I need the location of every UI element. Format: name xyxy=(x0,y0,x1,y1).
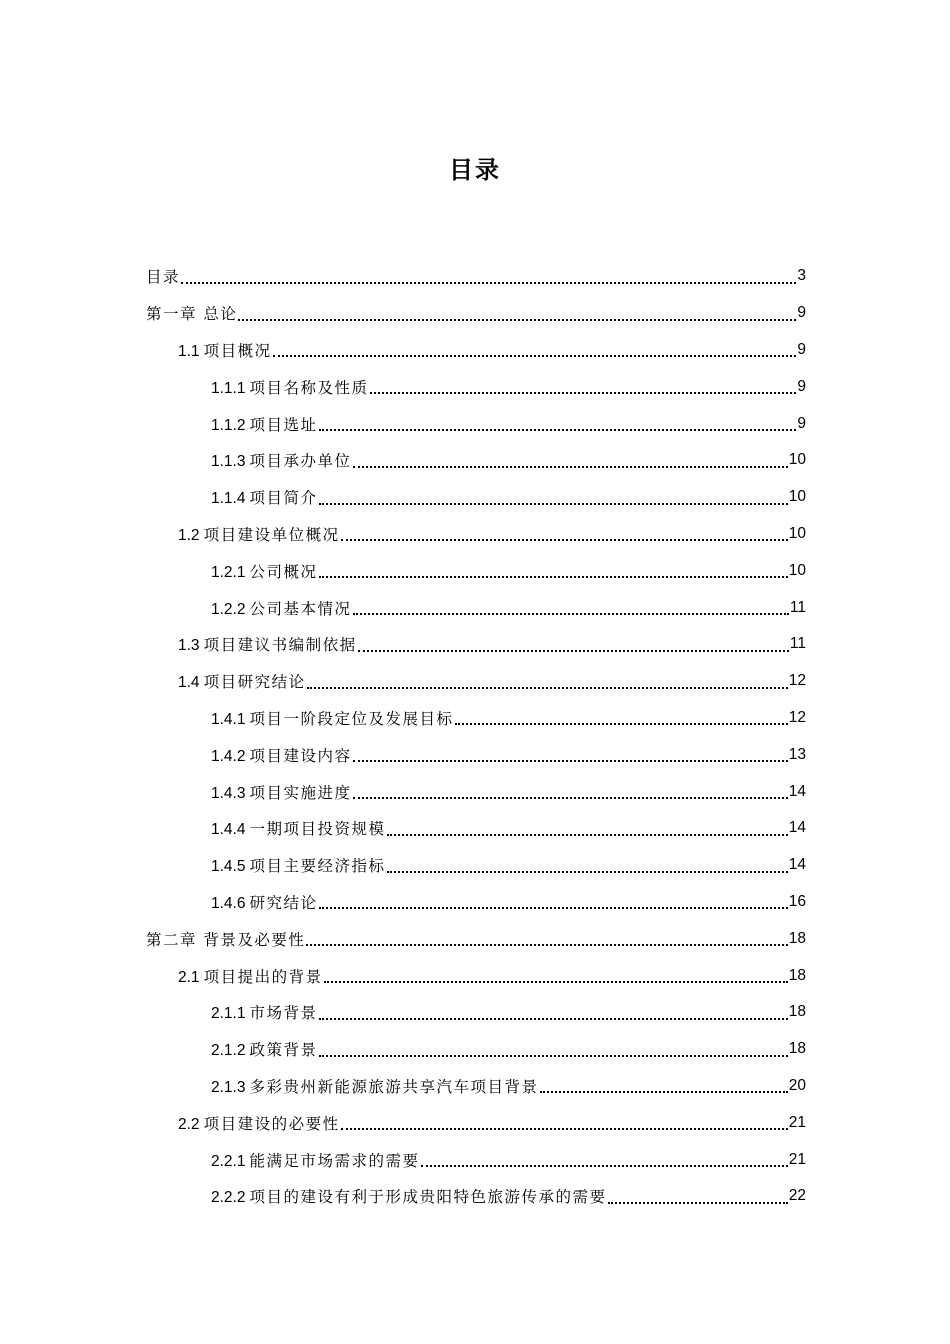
toc-entry-title xyxy=(211,376,369,398)
toc-entry[interactable] xyxy=(146,810,806,847)
toc-entry-label: 第二章 背景及必要性 xyxy=(146,930,306,949)
toc-entry-number: 1.1.1 xyxy=(211,379,246,397)
toc-entry-label: 第一章 总论 xyxy=(146,305,238,324)
toc-entry-title xyxy=(211,1149,420,1171)
toc-entry-title xyxy=(211,1001,318,1023)
toc-entry-label: 项目选址 xyxy=(249,415,318,434)
toc-entry-title xyxy=(211,744,352,766)
toc-entry-title xyxy=(211,449,352,471)
toc-entry-page: 9 xyxy=(797,414,806,432)
toc-entry-title xyxy=(211,560,318,582)
toc-entry-page: 14 xyxy=(788,856,806,874)
toc-entry-number: 1.2.2 xyxy=(211,600,246,618)
toc-entry-page: 22 xyxy=(788,1187,806,1205)
toc-entry-number: 1.4.3 xyxy=(211,784,246,802)
toc-entry-label: 项目研究结论 xyxy=(203,673,306,692)
toc-entry-page: 9 xyxy=(797,304,806,322)
toc-entry-page: 20 xyxy=(788,1076,806,1094)
dot-leader xyxy=(306,943,787,946)
toc-entry-page: 13 xyxy=(788,745,806,763)
dot-leader xyxy=(273,354,797,357)
dot-leader xyxy=(353,612,789,615)
toc-entry-label: 政策背景 xyxy=(249,1041,318,1060)
toc-entry[interactable] xyxy=(146,258,806,295)
toc-entry[interactable] xyxy=(146,405,806,442)
dot-leader xyxy=(387,870,788,873)
toc-entry-label: 研究结论 xyxy=(249,893,318,912)
dot-leader xyxy=(421,1164,788,1167)
toc-entry[interactable] xyxy=(146,589,806,626)
toc-entry-label: 多彩贵州新能源旅游共享汽车项目背景 xyxy=(249,1077,539,1096)
toc-entry-title xyxy=(211,891,318,913)
dot-leader xyxy=(353,465,788,468)
toc-entry-page: 11 xyxy=(789,635,806,653)
dot-leader xyxy=(307,686,788,689)
toc-entry[interactable] xyxy=(146,626,806,663)
toc-entry-page: 10 xyxy=(788,451,806,469)
toc-entry-title xyxy=(211,781,352,803)
toc-entry-number: 1.4.4 xyxy=(211,821,246,839)
toc-entry-title xyxy=(211,1185,607,1207)
toc-entry-number: 1.1.4 xyxy=(211,490,246,508)
toc-entry-number: 1.4.1 xyxy=(211,710,246,728)
toc-entry[interactable] xyxy=(146,368,806,405)
dot-leader xyxy=(319,502,788,505)
toc-entry-label: 项目的建设有利于形成贵阳特色旅游传承的需要 xyxy=(249,1188,607,1207)
toc-entry-page: 18 xyxy=(788,1040,806,1058)
toc-entry-page: 16 xyxy=(788,892,806,910)
toc-entry-page: 21 xyxy=(788,1113,806,1131)
toc-entry-label: 能满足市场需求的需要 xyxy=(249,1151,420,1170)
toc-entry-label: 项目建设的必要性 xyxy=(203,1114,340,1133)
toc-entry-page: 9 xyxy=(797,340,806,358)
dot-leader xyxy=(238,318,796,321)
toc-entry-number: 2.1 xyxy=(178,968,200,986)
toc-entry-page: 18 xyxy=(788,966,806,984)
toc-entry-label: 项目简介 xyxy=(249,489,318,508)
toc-entry-title xyxy=(211,707,454,729)
dot-leader xyxy=(341,538,788,541)
toc-entry-title xyxy=(211,1038,318,1060)
dot-leader xyxy=(358,649,789,652)
toc-entry-page: 14 xyxy=(788,819,806,837)
toc-entry-number: 2.1.1 xyxy=(211,1005,246,1023)
toc-entry-page: 10 xyxy=(788,524,806,542)
toc-entry-number: 2.1.2 xyxy=(211,1042,246,1060)
toc-entry-number: 1.1 xyxy=(178,342,200,360)
toc-entry-title xyxy=(211,413,318,435)
toc-entry-title xyxy=(211,817,386,839)
toc-entry-title xyxy=(146,302,237,324)
toc-entry[interactable] xyxy=(146,332,806,369)
dot-leader xyxy=(370,391,797,394)
toc-entry-title xyxy=(211,854,386,876)
toc-entry-label: 项目建设单位概况 xyxy=(203,525,340,544)
dot-leader xyxy=(319,906,788,909)
toc-entry-number: 2.2.2 xyxy=(211,1189,246,1207)
dot-leader xyxy=(455,722,788,725)
toc-entry-label: 公司概况 xyxy=(249,562,318,581)
toc-entry[interactable] xyxy=(146,295,806,332)
toc-entry-title xyxy=(178,633,357,655)
toc-entry-page: 18 xyxy=(788,1003,806,1021)
dot-leader xyxy=(608,1201,788,1204)
toc-entry-number: 2.1.3 xyxy=(211,1078,246,1096)
toc-entry-number: 1.1.3 xyxy=(211,453,246,471)
toc-entry-label: 公司基本情况 xyxy=(249,599,352,618)
dot-leader xyxy=(387,833,788,836)
toc-entry-number: 2.2.1 xyxy=(211,1152,246,1170)
toc-entry-page: 10 xyxy=(788,488,806,506)
toc-entry-page: 12 xyxy=(788,672,806,690)
dot-leader xyxy=(319,1017,788,1020)
table-of-contents xyxy=(146,258,806,1215)
toc-entry-title xyxy=(146,265,180,287)
toc-entry-number: 1.4.5 xyxy=(211,858,246,876)
dot-leader xyxy=(319,428,797,431)
toc-entry-page: 3 xyxy=(797,267,806,285)
toc-entry-label: 项目概况 xyxy=(203,341,272,360)
page-title: 目录 xyxy=(449,156,501,184)
toc-entry-title xyxy=(146,928,305,950)
toc-entry[interactable] xyxy=(146,1178,806,1215)
toc-entry[interactable] xyxy=(146,442,806,479)
toc-entry[interactable] xyxy=(146,663,806,700)
dot-leader xyxy=(353,759,788,762)
toc-entry-title xyxy=(211,486,318,508)
toc-entry[interactable] xyxy=(146,957,806,994)
toc-entry-label: 市场背景 xyxy=(249,1004,318,1023)
dot-leader xyxy=(353,796,788,799)
toc-entry-label: 项目主要经济指标 xyxy=(249,857,386,876)
dot-leader xyxy=(319,1054,788,1057)
toc-entry[interactable] xyxy=(146,479,806,516)
toc-entry-number: 1.3 xyxy=(178,637,200,655)
toc-entry[interactable] xyxy=(146,773,806,810)
toc-entry-label: 项目名称及性质 xyxy=(249,378,369,397)
dot-leader xyxy=(540,1090,788,1093)
toc-entry-number: 1.1.2 xyxy=(211,416,246,434)
toc-entry-title xyxy=(178,670,306,692)
toc-entry-title xyxy=(178,965,323,987)
toc-entry[interactable] xyxy=(146,1141,806,1178)
toc-entry-label: 项目建设内容 xyxy=(249,746,352,765)
toc-entry-title xyxy=(211,597,352,619)
toc-entry-number: 1.4 xyxy=(178,674,200,692)
dot-leader xyxy=(324,980,788,983)
toc-entry-label: 目录 xyxy=(146,268,181,287)
dot-leader xyxy=(181,281,796,284)
toc-entry-label: 项目实施进度 xyxy=(249,783,352,802)
toc-entry[interactable] xyxy=(146,994,806,1031)
toc-entry-number: 1.4.2 xyxy=(211,747,246,765)
toc-entry-page: 9 xyxy=(797,377,806,395)
toc-entry-page: 21 xyxy=(788,1150,806,1168)
dot-leader xyxy=(341,1127,788,1130)
toc-entry[interactable] xyxy=(146,1068,806,1105)
toc-entry-label: 项目一阶段定位及发展目标 xyxy=(249,709,454,728)
toc-entry[interactable] xyxy=(146,1104,806,1141)
toc-entry-number: 1.4.6 xyxy=(211,894,246,912)
dot-leader xyxy=(319,575,788,578)
toc-entry-number: 1.2 xyxy=(178,526,200,544)
toc-entry-page: 10 xyxy=(788,561,806,579)
toc-entry-label: 一期项目投资规模 xyxy=(249,820,386,839)
toc-entry[interactable] xyxy=(146,516,806,553)
toc-entry-number: 1.2.1 xyxy=(211,563,246,581)
toc-entry-title xyxy=(178,523,340,545)
toc-entry[interactable] xyxy=(146,700,806,737)
toc-entry-label: 项目提出的背景 xyxy=(203,967,323,986)
toc-entry-page: 18 xyxy=(788,929,806,947)
toc-entry-page: 14 xyxy=(788,782,806,800)
toc-entry-label: 项目承办单位 xyxy=(249,452,352,471)
toc-entry-page: 11 xyxy=(789,598,806,616)
toc-entry[interactable] xyxy=(146,552,806,589)
toc-entry-title xyxy=(178,339,272,361)
toc-entry[interactable] xyxy=(146,920,806,957)
toc-entry[interactable] xyxy=(146,847,806,884)
toc-entry[interactable] xyxy=(146,1031,806,1068)
toc-entry[interactable] xyxy=(146,884,806,921)
toc-entry-title xyxy=(211,1075,539,1097)
toc-entry-label: 项目建议书编制依据 xyxy=(203,636,357,655)
toc-entry[interactable] xyxy=(146,736,806,773)
toc-entry-title xyxy=(178,1112,340,1134)
toc-entry-page: 12 xyxy=(788,708,806,726)
toc-entry-number: 2.2 xyxy=(178,1115,200,1133)
